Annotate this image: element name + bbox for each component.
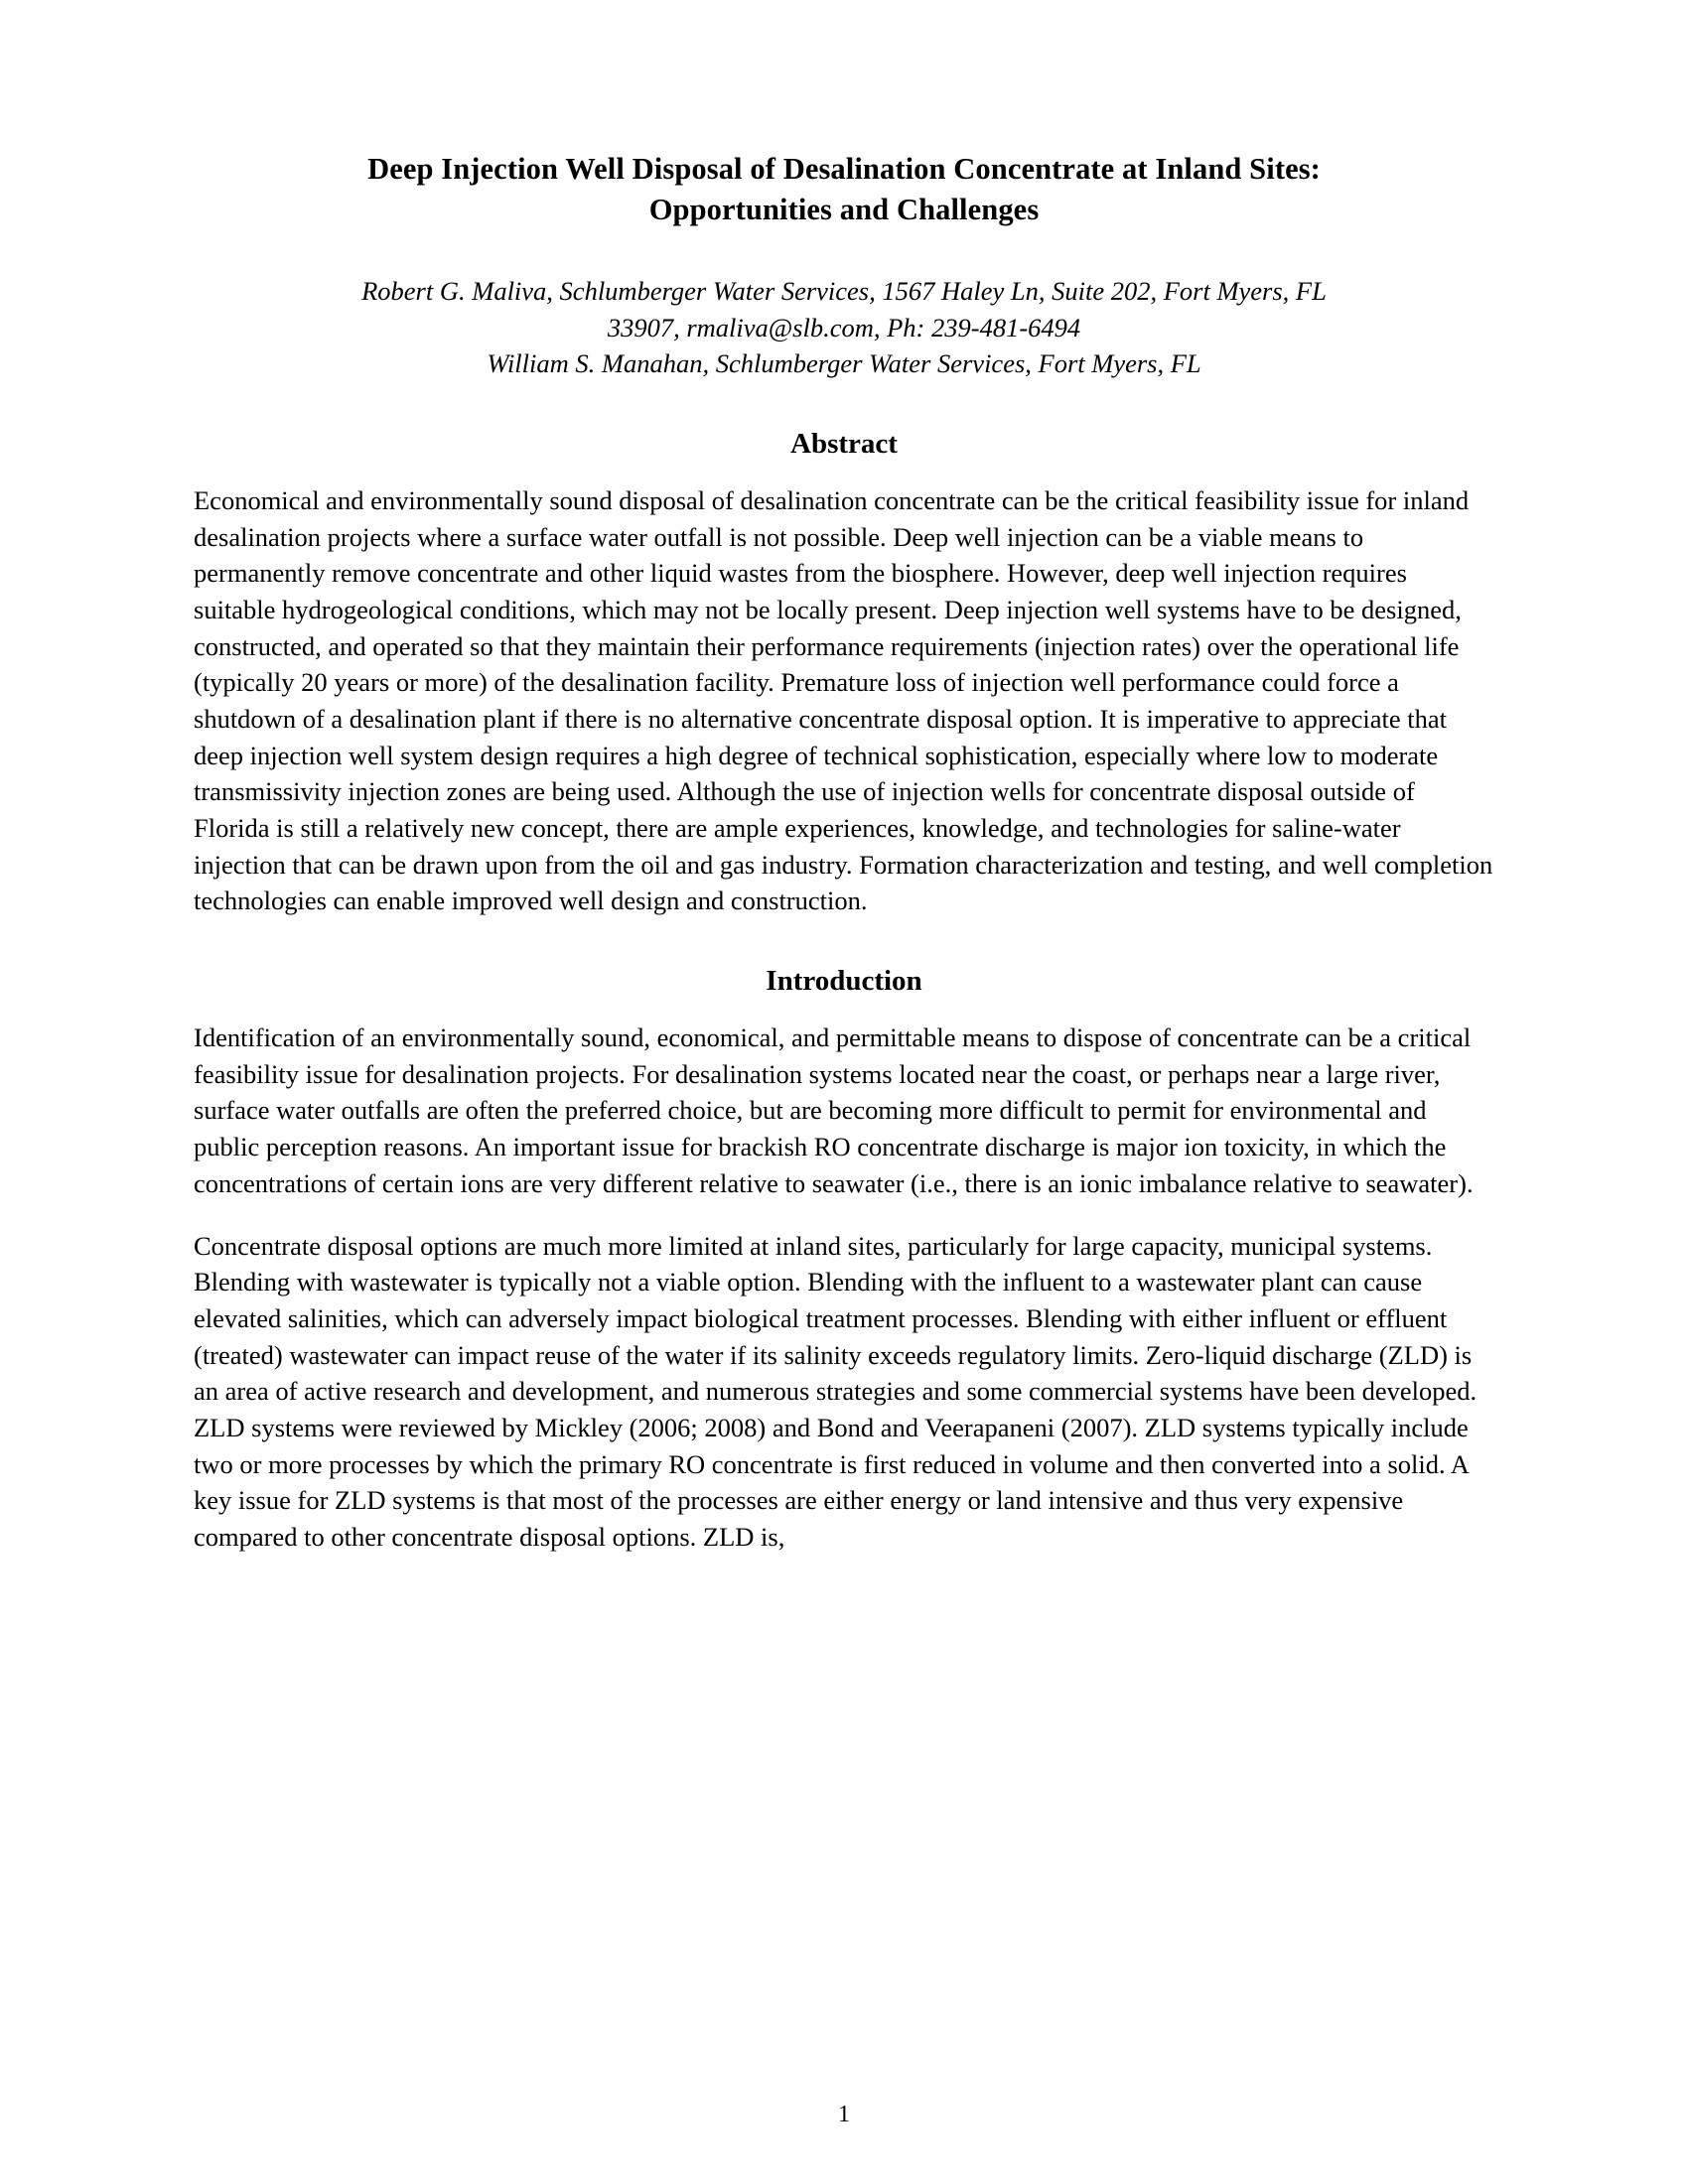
abstract-section [194,428,1494,919]
introduction-heading: Introduction [766,965,922,998]
abstract-heading: Abstract [790,427,898,460]
author-line-1: Robert G. Maliva, Schlumberger Water Services, 1567 Haley Ln, Suite 202, Fort Myers, FL [361,276,1327,307]
author-line-2: 33907, rmaliva@slb.com, Ph: 239-481-6494 [607,312,1081,342]
title-line-1: Deep Injection Well Disposal of Desalination Concentrate at Inland Sites: [367,152,1321,186]
introduction-paragraph-1: Identification of an environmentally sound, economical, and permittable means to dispose of concentrate can be a critical feasibility issue for desalination projects. For desalination systems located near the coast, or perhaps near a large river, surface water outfalls are often the preferred choice, but are becoming more difficult to permit for environmental and public perception reasons. An important issue for brackish RO concentrate discharge is major ion toxicity, in which the concentrations of certain ions are very different relative to seawater (i.e., there is an ionic imbalance relative to seawater). [194,1023,1474,1198]
introduction-section [194,965,1494,1556]
page-number: 1 [838,2102,850,2127]
introduction-paragraph-2: Concentrate disposal options are much more limited at inland sites, particularly for large capacity, municipal systems. Blending with wastewater is typically not a viable option. Blending with the influent to a wastewater plant can cause elevated salinities, which can adversely impact biological treatment processes. Blending with either influent or effluent (treated) wastewater can impact reuse of the water if its salinity exceeds regulatory limits. Zero-liquid discharge (ZLD) is an area of active research and development, and numerous strategies and some commercial systems have been developed. ZLD systems were reviewed by Mickley (2006; 2008) and Bond and Veerapaneni (2007). ZLD systems typically include two or more processes by which the primary RO concentrate is first reduced in volume and then converted into a solid. A key issue for ZLD systems is that most of the processes are either energy or land intensive and thus very expensive compared to other concentrate disposal options. ZLD is, [194,1230,1477,1552]
abstract-paragraph: Economical and environmentally sound disposal of desalination concentrate can be the critical feasibility issue for inland desalination projects where a surface water outfall is not possible. Deep well injection can be a viable means to permanently remove concentrate and other liquid wastes from the biosphere. However, deep well injection requires suitable hydrogeological conditions, which may not be locally present. Deep injection well systems have to be designed, constructed, and operated so that they maintain their performance requirements (injection rates) over the operational life (typically 20 years or more) of the desalination facility. Premature loss of injection well performance could force a shutdown of a desalination plant if there is no alternative concentrate disposal option. It is imperative to appreciate that deep injection well system design requires a high degree of technical sophistication, especially where low to moderate transmissivity injection zones are being used. Although the use of injection wells for concentrate disposal outside of Florida is still a relatively new concept, there are ample experiences, knowledge, and technologies for saline-water injection that can be drawn upon from the oil and gas industry. Formation characterization and testing, and well completion technologies can enable improved well design and construction. [194,484,1493,916]
author-line-3: William S. Manahan, Schlumberger Water Services, Fort Myers, FL [487,348,1201,379]
page-title [194,149,1494,229]
author-block [194,273,1494,382]
title-line-2: Opportunities and Challenges [648,192,1040,226]
